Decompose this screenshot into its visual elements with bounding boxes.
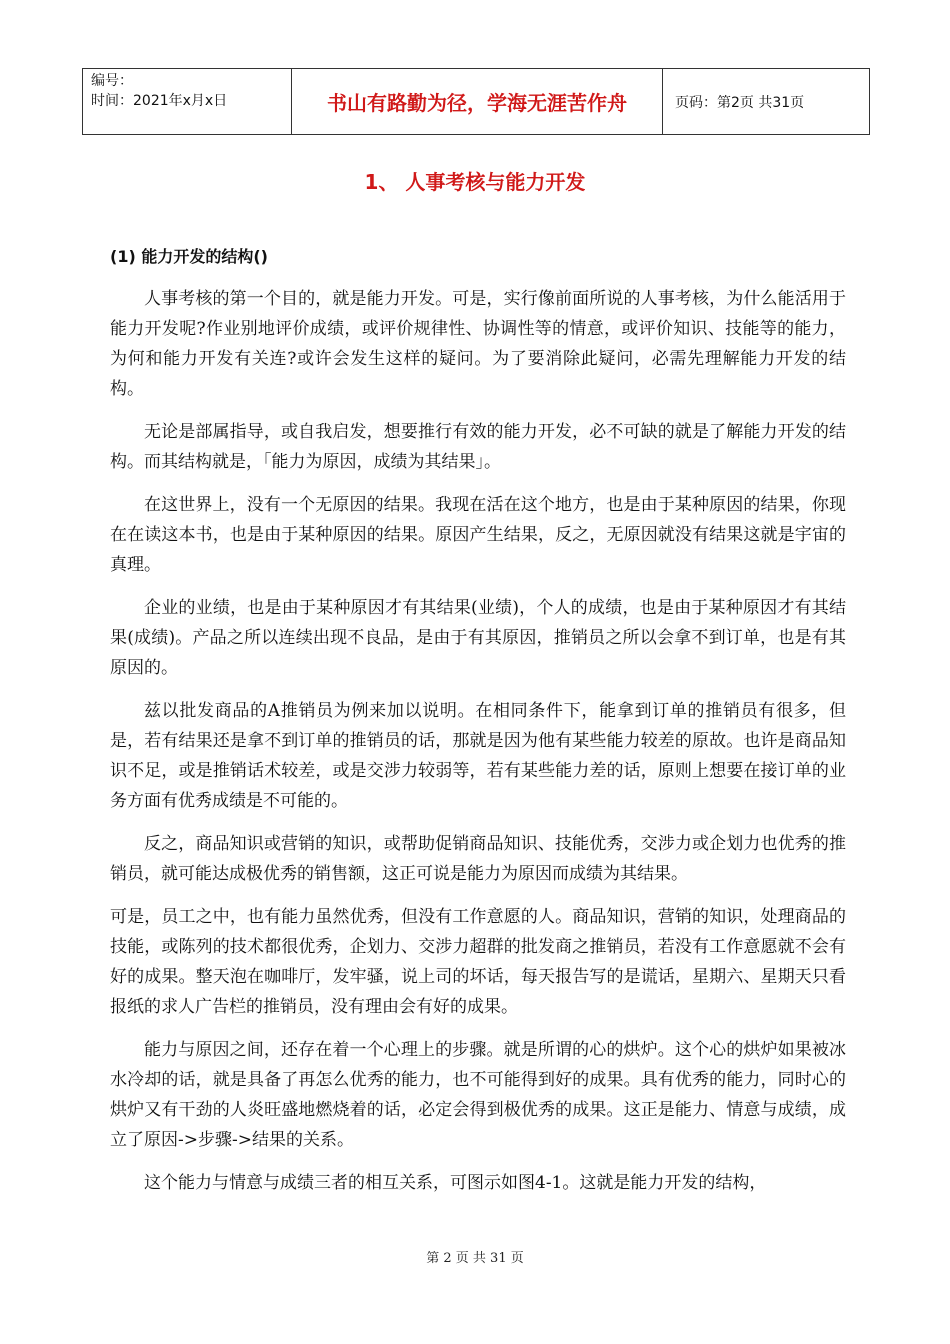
paragraph: 无论是部属指导，或自我启发，想要推行有效的能力开发，必不可缺的就是了解能力开发的结构。而其结构就是，「能力为原因，成绩为其结果」。 (110, 422, 846, 472)
document-title: 1、 人事考核与能力开发 (364, 170, 586, 194)
header-motto: 书山有路勤为径，学海无涯苦作舟 (292, 69, 663, 135)
header-table (82, 68, 870, 135)
paragraph: 反之，商品知识或营销的知识，或帮助促销商品知识、技能优秀，交涉力或企划力也优秀的推销员，就可能达成极优秀的销售额，这正可说是能力为原因而成绩为其结果。 (110, 834, 846, 884)
header-page-info: 页码：第2页 共31页 (663, 69, 870, 135)
section-heading: (1) 能力开发的结构() (110, 247, 268, 266)
paragraph: 可是，员工之中，也有能力虽然优秀，但没有工作意愿的人。商品知识，营销的知识，处理商品的技能，或陈列的技术都很优秀，企划力、交涉力超群的批发商之推销员，若没有工作意愿就不会有好的成果。整天泡在咖啡厅，发牢骚，说上司的坏话，每天报告写的是谎话，星期六、星期天只看报纸的求人广告栏的推销员，没有理由会有好的成果。 (110, 907, 846, 1017)
document-number-label: 编号： (91, 73, 133, 89)
paragraph: 在这世界上，没有一个无原因的结果。我现在活在这个地方，也是由于某种原因的结果，你现在在读这本书，也是由于某种原因的结果。原因产生结果，反之，无原因就没有结果这就是宇宙的真理。 (110, 495, 846, 575)
paragraph: 能力与原因之间，还存在着一个心理上的步骤。就是所谓的心的烘炉。这个心的烘炉如果被冰水冷却的话，就是具备了再怎么优秀的能力，也不可能得到好的成果。具有优秀的能力，同时心的烘炉又有干劲的人炎旺盛地燃烧着的话，必定会得到极优秀的成果。这正是能力、情意与成绩，成立了原因->步骤->结果的关系。 (110, 1040, 846, 1150)
paragraph: 兹以批发商品的A推销员为例来加以说明。在相同条件下，能拿到订单的推销员有很多，但是，若有结果还是拿不到订单的推销员的话，那就是因为他有某些能力较差的原故。也许是商品知识不足，或是推销话术较差，或是交涉力较弱等，若有某些能力差的话，原则上想要在接订单的业务方面有优秀成绩是不可能的。 (110, 701, 846, 811)
paragraph: 企业的业绩，也是由于某种原因才有其结果(业绩)，个人的成绩，也是由于某种原因才有其结果(成绩)。产品之所以连续出现不良品，是由于有其原因，推销员之所以会拿不到订单，也是有其原因的。 (110, 598, 846, 678)
paragraph: 人事考核的第一个目的，就是能力开发。可是，实行像前面所说的人事考核，为什么能活用于能力开发呢?作业别地评价成绩，或评价规律性、协调性等的情意，或评价知识、技能等的能力，为何和能力开发有关连?或许会发生这样的疑问。为了要消除此疑问，必需先理解能力开发的结构。 (110, 289, 846, 399)
document-date: 时间：2021年x月x日 (91, 93, 228, 109)
page-footer: 第 2 页 共 31 页 (426, 1251, 524, 1266)
body-text (110, 284, 846, 1211)
paragraph: 这个能力与情意与成绩三者的相互关系，可图示如图4-1。这就是能力开发的结构， (144, 1173, 767, 1193)
header-meta-cell (83, 69, 292, 135)
